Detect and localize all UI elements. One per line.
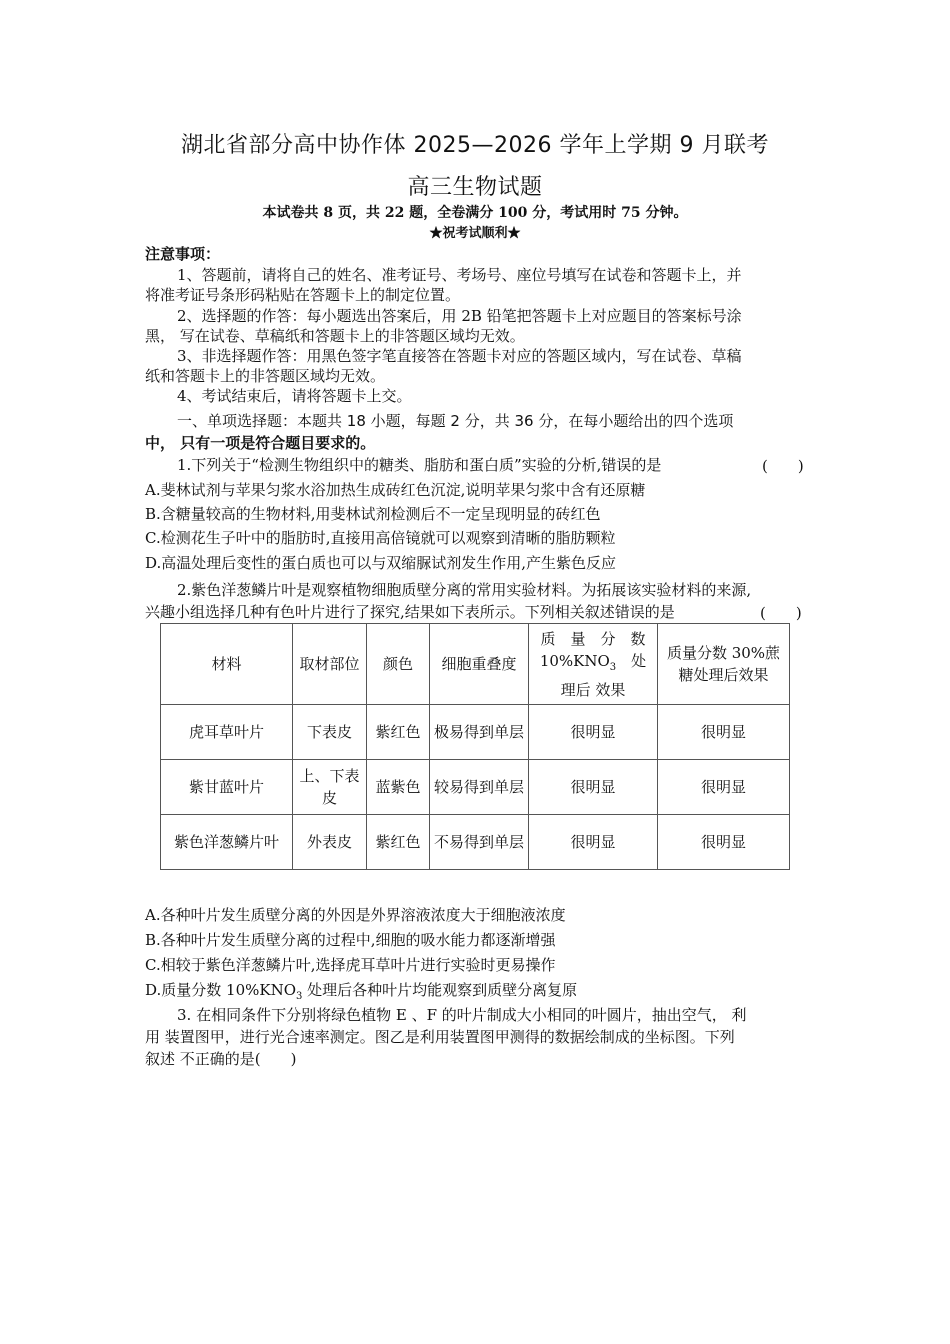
q3-stem-line-2: 用 装置图甲，进行光合速率测定。图乙是利用装置图甲测得的数据绘制成的坐标图。下列 bbox=[145, 1028, 735, 1046]
header-part: 取材部位 bbox=[293, 624, 367, 705]
cell-sucrose: 很明显 bbox=[658, 815, 790, 870]
q2-option-c: C.相较于紫色洋葱鳞片叶,选择虎耳草叶片进行实验时更易操作 bbox=[145, 956, 556, 974]
cell-material: 紫色洋葱鳞片叶 bbox=[161, 815, 293, 870]
q2-option-d-sub: 3 bbox=[296, 991, 303, 1002]
header-kno3-pre: 质 量 分 数 10%KNO bbox=[539, 629, 646, 670]
section-1-prefix: 一、单项选择题： bbox=[177, 412, 298, 430]
cell-material: 紫甘蓝叶片 bbox=[161, 760, 293, 815]
cell-color: 紫红色 bbox=[367, 815, 430, 870]
header-material: 材料 bbox=[161, 624, 293, 705]
header-color: 颜色 bbox=[367, 624, 430, 705]
cell-part: 外表皮 bbox=[293, 815, 367, 870]
cell-kno3: 很明显 bbox=[529, 705, 658, 760]
q3-stem-line-1: 3. 在相同条件下分别将绿色植物 E 、F 的叶片制成大小相同的叶圆片，抽出空气， 利 bbox=[177, 1006, 747, 1024]
q3-stem-line-3: 叙述 不正确的是( ) bbox=[145, 1050, 297, 1068]
note-1-line-2: 将准考证号条形码粘贴在答题卡上的制定位置。 bbox=[145, 286, 461, 304]
header-kno3-post: 处 理后 效果 bbox=[560, 651, 647, 699]
notes-heading: 注意事项： bbox=[145, 245, 221, 263]
q2-stem-line-1: 2.紫色洋葱鳞片叶是观察植物细胞质壁分离的常用实验材料。为拓展该实验材料的来源, bbox=[177, 581, 752, 599]
q2-option-d-pre: D.质量分数 10%KNO bbox=[145, 981, 296, 999]
table-row bbox=[161, 760, 790, 815]
q2-option-d-post: 处理后各种叶片均能观察到质壁分离复原 bbox=[302, 981, 578, 999]
q2-answer-paren: ( ) bbox=[760, 604, 802, 622]
cell-overlap: 极易得到单层 bbox=[430, 705, 529, 760]
q1-option-d: D.高温处理后变性的蛋白质也可以与双缩脲试剂发生作用,产生紫色反应 bbox=[145, 554, 617, 572]
header-kno3 bbox=[529, 624, 658, 705]
section-1-line-1 bbox=[177, 411, 733, 431]
cell-part: 上、下表皮 bbox=[293, 760, 367, 815]
note-4: 4、考试结束后，请将答题卡上交。 bbox=[177, 387, 412, 405]
q1-stem: 1.下列关于“检测生物组织中的糖类、脂肪和蛋白质”实验的分析,错误的是 bbox=[177, 456, 662, 474]
note-1-line-1: 1、答题前，请将自己的姓名、准考证号、考场号、座位号填写在试卷和答题卡上，并 bbox=[177, 266, 742, 284]
exam-info: 本试卷共 8 页，共 22 题，全卷满分 100 分，考试用时 75 分钟。 bbox=[262, 205, 688, 221]
cell-kno3: 很明显 bbox=[529, 760, 658, 815]
table-row bbox=[161, 815, 790, 870]
q1-option-b: B.含糖量较高的生物材料,用斐林试剂检测后不一定呈现明显的砖红色 bbox=[145, 505, 601, 523]
cell-sucrose: 很明显 bbox=[658, 705, 790, 760]
cell-material: 虎耳草叶片 bbox=[161, 705, 293, 760]
q2-option-d bbox=[145, 980, 577, 1007]
cell-color: 蓝紫色 bbox=[367, 760, 430, 815]
q2-stem-line-2: 兴趣小组选择几种有色叶片进行了探究,结果如下表所示。下列相关叙述错误的是 bbox=[145, 603, 675, 621]
section-1-instructions: 本题共 18 小题，每题 2 分，共 36 分，在每小题给出的四个选项 bbox=[297, 412, 734, 430]
q2-option-b: B.各种叶片发生质壁分离的过程中,细胞的吸水能力都逐渐增强 bbox=[145, 931, 556, 949]
note-3-line-1: 3、非选择题作答：用黑色签字笔直接答在答题卡对应的答题区域内，写在试卷、草稿 bbox=[177, 347, 742, 365]
q1-option-c: C.检测花生子叶中的脂肪时,直接用高倍镜就可以观察到清晰的脂肪颗粒 bbox=[145, 529, 616, 547]
cell-color: 紫红色 bbox=[367, 705, 430, 760]
section-1-line-2: 中， 只有一项是符合题目要求的。 bbox=[145, 434, 376, 452]
exam-title: 湖北省部分高中协作体 2025—2026 学年上学期 9 月联考 bbox=[181, 133, 769, 158]
note-2-line-2: 黑， 写在试卷、草稿纸和答题卡上的非答题区域均无效。 bbox=[145, 327, 525, 345]
q1-option-a: A.斐林试剂与苹果匀浆水浴加热生成砖红色沉淀,说明苹果匀浆中含有还原糖 bbox=[145, 481, 646, 499]
exam-wish: ★祝考试顺利★ bbox=[429, 226, 521, 241]
note-2-line-1: 2、选择题的作答：每小题选出答案后，用 2B 铅笔把答题卡上对应题目的答案标号涂 bbox=[177, 307, 742, 325]
exam-subtitle: 高三生物试题 bbox=[407, 175, 543, 200]
q2-data-table bbox=[160, 623, 790, 870]
cell-part: 下表皮 bbox=[293, 705, 367, 760]
header-overlap: 细胞重叠度 bbox=[430, 624, 529, 705]
note-3-line-2: 纸和答题卡上的非答题区域均无效。 bbox=[145, 367, 386, 385]
q1-answer-paren: ( ) bbox=[762, 457, 804, 475]
table-row bbox=[161, 705, 790, 760]
cell-overlap: 不易得到单层 bbox=[430, 815, 529, 870]
cell-sucrose: 很明显 bbox=[658, 760, 790, 815]
header-kno3-sub: 3 bbox=[609, 661, 617, 673]
header-sucrose: 质量分数 30%蔗 糖处理后效果 bbox=[658, 624, 790, 705]
cell-kno3: 很明显 bbox=[529, 815, 658, 870]
table-header-row bbox=[161, 624, 790, 705]
q2-option-a: A.各种叶片发生质壁分离的外因是外界溶液浓度大于细胞液浓度 bbox=[145, 906, 566, 924]
cell-overlap: 较易得到单层 bbox=[430, 760, 529, 815]
